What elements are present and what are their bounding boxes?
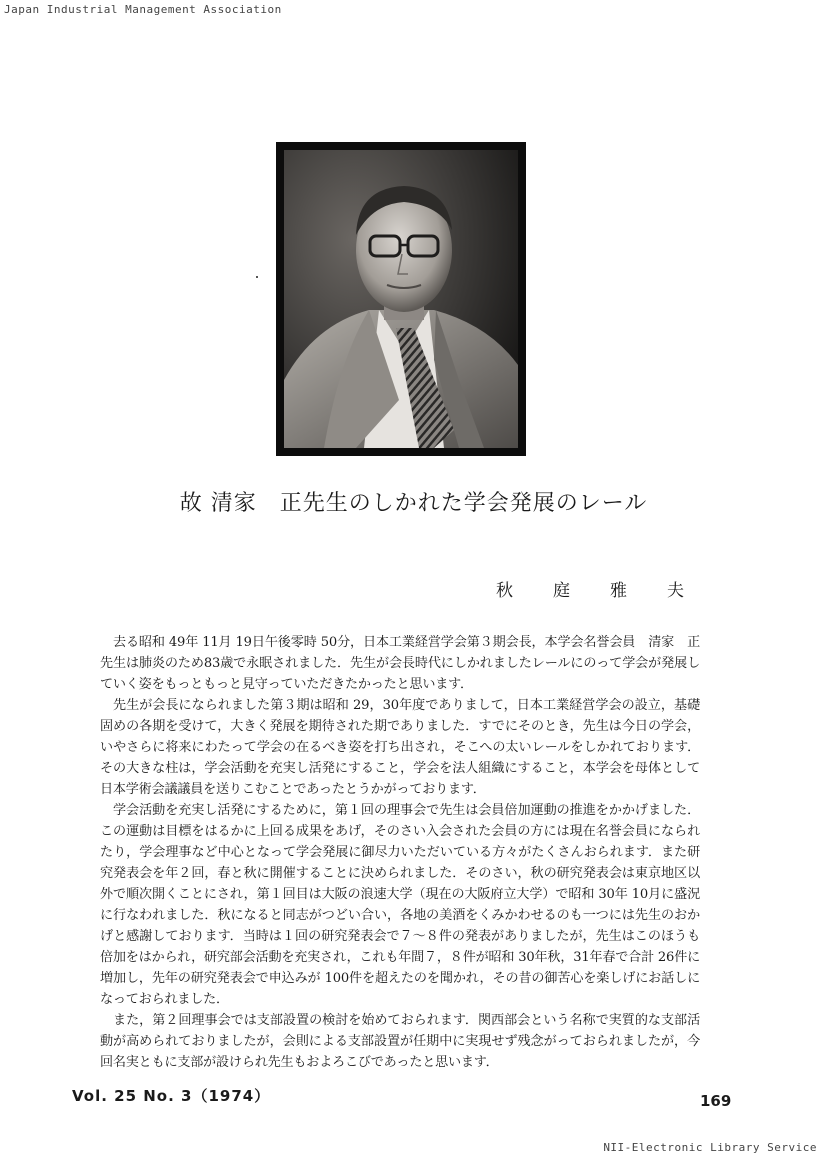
page-number: 169	[700, 1092, 732, 1110]
author-name: 秋庭雅夫	[496, 581, 724, 601]
body-paragraph: 先生が会長になられました第３期は昭和 29，30年度でありまして，日本工業経営学会の設立，基礎固めの各期を受けて，大きく発展を期待された期でありました．すでにそのとき，先生は今日の学会，いやさらに将来にわたって学会の在るべき姿を打ち出され，そこへの太いレールをしかれております．その大きな柱は，学会活動を充実し活発にすること，学会を法人組織にすること，本学会を母体として日本学術会議議員を送りこむことであったとうかがっております．	[100, 698, 700, 797]
portrait-image	[284, 150, 518, 448]
portrait-photo	[276, 142, 526, 456]
scan-speck	[256, 276, 258, 278]
volume-info: Vol. 25 No. 3（1974）	[72, 1087, 271, 1105]
article-body	[100, 632, 700, 1073]
body-paragraph: 学会活動を充実し活発にするために，第１回の理事会で先生は会員倍加運動の推進をかかげました．この運動は目標をはるかに上回る成果をあげ，そのさい入会された会員の方には現在名誉会員になられたり，学会理事など中心となって学会発展に御尽力いただいている方々がたくさんおられます．また研究発表会を年２回，春と秋に開催することに決められました．そのさい，秋の研究発表会は東京地区以外で順次開くことにされ，第１回目は大阪の浪速大学（現在の大阪府立大学）で昭和 30年 10月に盛況に行なわれました．秋になると同志がつどい合い，各地の美酒をくみかわせるのも一つには先生のおかげと感謝しております．当時は１回の研究発表会で７～８件の発表がありましたが，先生はこのほうも倍加をはかられ，研究部会活動を充実され，これも年間７，８件が昭和 30年秋，31年春で合計 26件に増加し，先年の研究発表会で申込みが 100件を超えたのを聞かれ，その昔の御苦心を楽しげにお話しになっておられました．	[100, 803, 700, 1007]
body-paragraph: 去る昭和 49年 11月 19日午後零時 50分，日本工業経営学会第３期会長，本学会名誉会員 清家 正先生は肺炎のため83歳で永眠されました．先生が会長時代にしかれましたレールにのって学会が発展していく姿をもっともっと見守っていただきたかったと思います．	[100, 635, 700, 692]
source-footer: NII-Electronic Library Service	[603, 1141, 817, 1154]
article-title: 故 清家 正先生のしかれた学会発展のレール	[179, 491, 648, 516]
body-paragraph: また，第２回理事会では支部設置の検討を始めておられます．関西部会という名称で実質的な支部活動が高められておりましたが，会則による支部設置が任期中に実現せず残念がっておられましたが，今回名実ともに支部が設けられ先生もおよろこびであったと思います．	[100, 1013, 700, 1070]
source-header: Japan Industrial Management Association	[4, 3, 282, 16]
